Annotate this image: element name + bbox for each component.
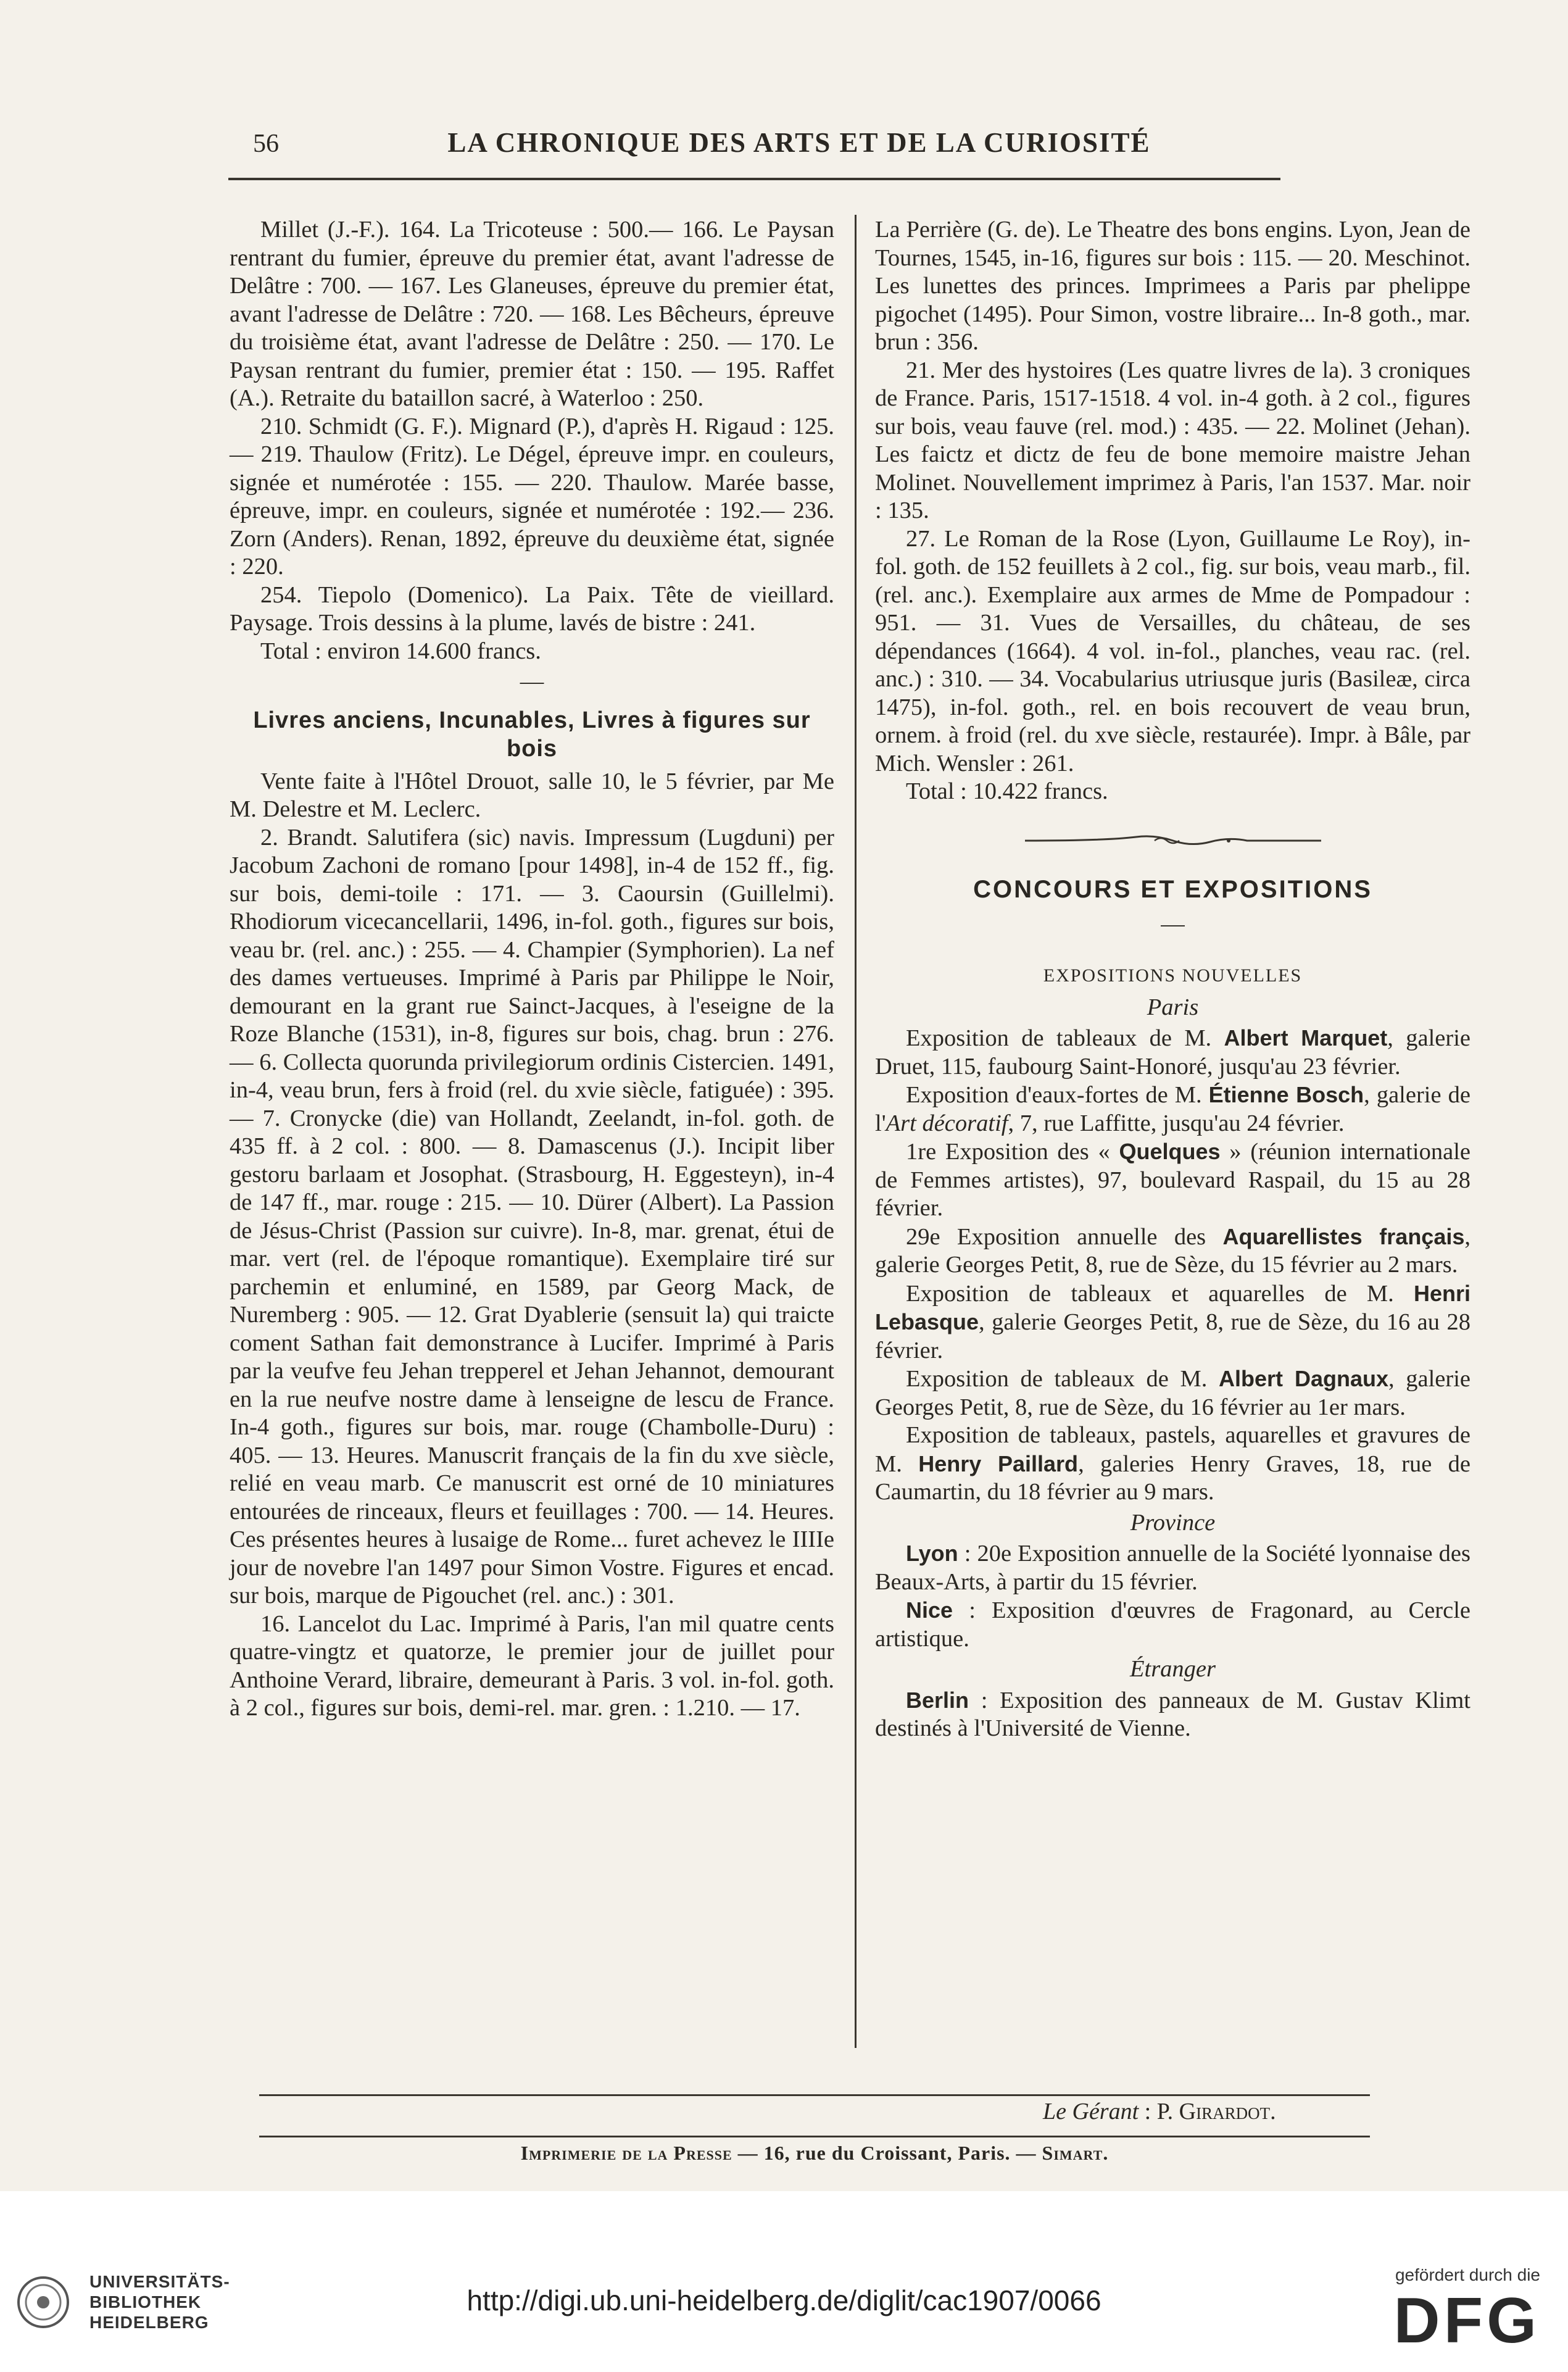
city-name: Lyon [906, 1541, 958, 1566]
printer-surname: Simart. [1042, 2142, 1109, 2164]
text: Exposition d'eaux-fortes de M. [906, 1082, 1209, 1108]
exhibition-entry [875, 1421, 1471, 1507]
artist-name: Albert Dagnaux [1218, 1366, 1389, 1391]
exhibition-entry [875, 1596, 1471, 1653]
text: Exposition de tableaux de M. [906, 1366, 1219, 1392]
place-heading: Province [1130, 1509, 1216, 1536]
imprint-line [259, 2142, 1370, 2165]
text: : Exposition des panneaux de M. Gustav Klimt destinés à l'Université de Vienne. [875, 1687, 1471, 1741]
gerant-name: P. Girardot. [1156, 2099, 1276, 2124]
footer-rule [259, 2136, 1370, 2137]
text: » (réunion internationale de Femmes artistes), 97, boulevard Raspail, du 15 au 28 février. [875, 1139, 1471, 1221]
text: Exposition de tableaux de M. [906, 1025, 1224, 1051]
exhibition-entry [875, 1024, 1471, 1081]
exhibition-entry [875, 1686, 1471, 1743]
text: 29e Exposition annuelle des [906, 1223, 1223, 1250]
page-number: 56 [253, 130, 279, 158]
exhibition-entry [875, 1280, 1471, 1365]
text: — 16, rue du Croissant, Paris. — [732, 2142, 1042, 2164]
text: 1re Exposition des « [906, 1139, 1119, 1165]
exhibition-entry [875, 1539, 1471, 1596]
section-title: Livres anciens, Incunables, Livres à figures sur bois [253, 707, 811, 762]
ornament-icon [1013, 833, 1334, 848]
subsection-title: EXPOSITIONS NOUVELLES [1043, 965, 1303, 986]
text: : 20e Exposition annuelle de la Société lyonnaise des Beaux-Arts, à partir du 15 février. [875, 1541, 1471, 1595]
city-name: Berlin [906, 1687, 969, 1713]
paragraph: Vente faite à l'Hôtel Drouot, salle 10, le 5 février, par Me M. Delestre et M. Leclerc. [230, 768, 834, 822]
exhibition-entry [875, 1081, 1471, 1138]
running-title: LA CHRONIQUE DES ARTS ET DE LA CURIOSITÉ [447, 127, 1151, 158]
paragraph: 21. Mer des hystoires (Les quatre livres de la). 3 croniques de France. Paris, 1517-1518. 4 vol. in-4 goth. à 2 col., figures sur bois, veau fauve (rel. mod.) : 435. — 22. Molinet (Jehan). Les faictz et dictz de feu de bone memoire maistre Jehan Molinet. Nouvellement imprimez à Paris, l'an 1537. Mar. noir : 135. [875, 357, 1471, 523]
funded-by-text: gefördert durch die [1395, 2265, 1540, 2284]
text: , galerie Georges Petit, 8, rue de Sèze, du 16 au 28 février. [875, 1309, 1471, 1363]
digitization-footer [0, 2191, 1568, 2372]
paragraph: La Perrière (G. de). Le Theatre des bons engins. Lyon, Jean de Tournes, 1545, in-16, figures sur bois : 115. — 20. Meschinot. Les lunettes des princes. Imprimees a Paris par phelippe pigochet (1495). Pour Simon, vostre libraire... In-8 goth., mar. brun : 356. [875, 217, 1471, 355]
paragraph: 210. Schmidt (G. F.). Mignard (P.), d'après H. Rigaud : 125. — 219. Thaulow (Fritz). Le Dégel, épreuve impr. en couleurs, signée et numérotée : 155. — 220. Thaulow. Marée basse, épreuve, impr. en couleurs, signée et numérotée : 192.— 236. Zorn (Anders). Renan, 1892, épreuve du deuxième état, signée : 220. [230, 413, 834, 580]
group-name: Aquarellistes français [1222, 1223, 1465, 1249]
paragraph: Total : 10.422 francs. [906, 778, 1108, 804]
text: : Exposition d'œuvres de Fragonard, au Cercle artistique. [875, 1597, 1471, 1652]
separator-dash: — [1161, 910, 1185, 937]
text: UNIVERSITÄTS- [89, 2272, 230, 2291]
text: Exposition de tableaux et aquarelles de M. [906, 1280, 1414, 1307]
text: , galerie Georges Petit, 8, rue de Sèze, du 16 février au 1er mars. [875, 1366, 1471, 1420]
source-url[interactable]: http://digi.ub.uni-heidelberg.de/diglit/cac1907/0066 [467, 2284, 1101, 2316]
artist-name: Henri Lebasque [875, 1280, 1471, 1334]
dfg-logo: DFG [1393, 2285, 1540, 2357]
gerant-label: Le Gérant [1043, 2099, 1139, 2124]
column-divider [855, 215, 857, 2048]
artist-name: Étienne Bosch [1208, 1082, 1364, 1107]
printer-name: Imprimerie de la Presse [520, 2142, 732, 2164]
place-heading: Étranger [1129, 1656, 1216, 1682]
exhibition-entry [875, 1223, 1471, 1280]
text: , galerie Druet, 115, faubourg Saint-Honoré, jusqu'au 23 février. [875, 1025, 1471, 1080]
header-rule [228, 178, 1280, 180]
separator-dash: — [520, 668, 544, 694]
gerant-line [1043, 2095, 1401, 2128]
ornament-divider [875, 827, 1471, 855]
right-column [875, 216, 1471, 1743]
paragraph: 254. Tiepolo (Domenico). La Paix. Tête de vieillard. Paysage. Trois dessins à la plume, lavés de bistre : 241. [230, 581, 834, 636]
text: BIBLIOTHEK [89, 2292, 202, 2312]
text: : [1139, 2099, 1157, 2124]
text: , galerie Georges Petit, 8, rue de Sèze, du 15 février au 2 mars. [875, 1223, 1471, 1278]
artist-name: Albert Marquet [1224, 1025, 1388, 1051]
paragraph: 2. Brandt. Salutifera (sic) navis. Impressum (Lugduni) per Jacobum Zachoni de romano [pour 1498], in-4 de 152 ff., fig. sur bois, demi-toile : 171. — 3. Caoursin (Guillelmi). Rhodiorum vicecancellarii, 1496, in-fol. goth., figures sur bois, veau br. (rel. anc.) : 255. — 4. Champier (Symphorien). La nef des dames vertueuses. Imprimé à Paris par Philippe le Noir, demourant en la grant rue Sainct-Jacques, à l'eseigne de la Roze Blanche (1531), in-8, figures sur bois, chag. brun : 276. — 6. Collecta quorunda privilegiorum ordinis Cistercien. 1491, in-4, veau brun, fers à froid (rel. du xvie siècle, fatiguée) : 395. — 7. Cronycke (die) van Hollandt, Zeelandt, in-fol. goth. de 435 ff. à 2 col. : 800. — 8. Damascenus (J.). Incipit liber gestoru barlaam et Josophat. (Strasbourg, H. Eggesteyn), in-4 de 147 ff., mar. rouge : 215. — 10. Dürer (Albert). La Passion de Jésus-Christ (Passion sur cuivre). In-8, mar. grenat, étui de mar. vert (rel. de l'époque romantique). Exemplaire tiré sur parchemin et enluminé, en 1589, par Georg Mack, de Nuremberg : 905. — 12. Grat Dyablerie (sensuit la) qui traicte coment Sathan fait demonstrance à Lucifer. Imprimé à Paris par la veufve feu Jehan trepperel et Jehan Jehannot, demourant en la rue neufve nostre dame à lenseigne de lescu de France. In-4 goth., figures sur bois, mar. rouge (Chambolle-Duru) : 405. — 13. Heures. Manuscrit français de la fin du xve siècle, relié en veau marb. Ce manuscrit est orné de 10 miniatures entourées de rinceaux, fleurs et feuillages : 700. — 14. Heures. Ces présentes heures à lusaige de Rome... furet achevez le IIIIe jour de novebre l'an 1497 pour Simon Vostre. Figures et encad. sur bois, marque de Pigouchet (rel. anc.) : 301. [230, 824, 834, 1608]
running-head [253, 127, 1271, 159]
paragraph: Total : environ 14.600 francs. [260, 638, 541, 664]
exhibition-entry [875, 1138, 1471, 1223]
group-name: Quelques [1119, 1139, 1221, 1164]
left-column [230, 216, 834, 1723]
exhibition-entry [875, 1365, 1471, 1421]
section-title: CONCOURS ET EXPOSITIONS [973, 876, 1372, 903]
place-heading: Paris [1147, 994, 1199, 1020]
text: , galerie de l' [875, 1082, 1471, 1136]
text: , 7, rue Laffitte, jusqu'au 24 février. [1008, 1110, 1345, 1136]
city-name: Nice [906, 1597, 953, 1623]
text: , galeries Henry Graves, 18, rue de Caumartin, du 18 février au 9 mars. [875, 1450, 1471, 1505]
artist-name: Henry Paillard [918, 1450, 1079, 1476]
paragraph: 16. Lancelot du Lac. Imprimé à Paris, l'an mil quatre cents quatre-vingtz et quatorze, le premier jour de juillet pour Anthoine Verard, libraire, demeurant à Paris. 3 vol. in-fol. goth. à 2 col., figures sur bois, demi-rel. mar. gren. : 1.210. — 17. [230, 1610, 834, 1721]
text: Art décoratif [886, 1110, 1008, 1136]
text: HEIDELBERG [89, 2313, 209, 2332]
paragraph: 27. Le Roman de la Rose (Lyon, Guillaume Le Roy), in-fol. goth. de 152 feuillets à 2 col., fig. sur bois, veau marb., fil. (rel. anc.). Exemplaire aux armes de Mme de Pompadour : 951. — 31. Vues de Versailles, du château, de ses dépendances (1664). 4 vol. in-fol., planches, veau rac. (rel. anc.) : 310. — 34. Vocabularius utriusque juris (Basileæ, circa 1475), in-fol. goth., rel. en bois recouvert de veau brun, ornem. à froid (rel. du xve siècle, restaurée). Impr. à Bâle, par Mich. Wensler : 261. [875, 525, 1471, 776]
paragraph: Millet (J.-F.). 164. La Tricoteuse : 500.— 166. Le Paysan rentrant du fumier, épreuve du premier état, avant l'adresse de Delâtre : 700. — 167. Les Glaneuses, épreuve du premier état, avant l'adresse de Delâtre : 720. — 168. Les Bêcheurs, épreuve du troisième état, avant l'adresse de Delâtre : 250. — 170. Le Paysan rentrant du fumier, premier état : 150. — 195. Raffet (A.). Retraite du bataillon sacré, à Waterloo : 250. [230, 217, 834, 411]
text: Exposition de tableaux, pastels, aquarelles et gravures de M. [875, 1422, 1471, 1477]
